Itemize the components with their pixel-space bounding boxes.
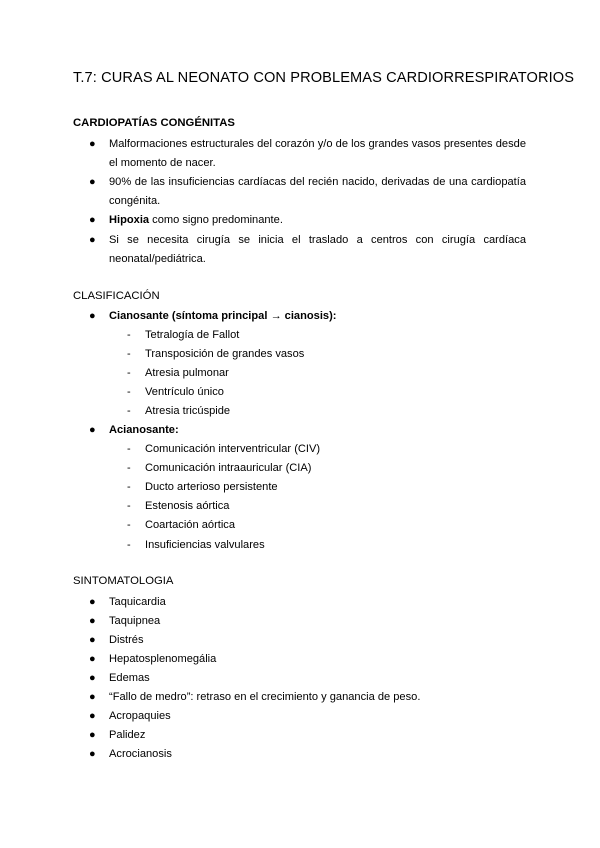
dash-icon: - (127, 348, 131, 360)
bullet-icon: ● (89, 214, 96, 226)
bullet-icon: ● (89, 310, 96, 322)
text-line: el momento de nacer. (109, 157, 216, 169)
acianosante-label: Acianosante: (109, 424, 179, 436)
list-item: “Fallo de medro”: retraso en el crecimiento y ganancia de peso. (109, 691, 421, 703)
dash-icon: - (127, 443, 131, 455)
list-item: Ventrículo único (145, 386, 224, 398)
section-heading-clasificacion: CLASIFICACIÓN (73, 290, 160, 302)
text-line: neonatal/pediátrica. (109, 253, 206, 265)
list-item: Hepatosplenomegália (109, 653, 217, 665)
dash-icon: - (127, 329, 131, 341)
list-item: Distrés (109, 634, 144, 646)
item-text: como signo predominante. (149, 214, 283, 226)
dash-icon: - (127, 462, 131, 474)
list-item: Taquipnea (109, 615, 161, 627)
list-item: Comunicación intraauricular (CIA) (145, 462, 312, 474)
list-item: Coartación aórtica (145, 519, 236, 531)
dash-icon: - (127, 500, 131, 512)
list-item: Acropaquies (109, 710, 171, 722)
list-item: Ducto arterioso persistente (145, 481, 278, 493)
dash-icon: - (127, 405, 131, 417)
text-line: 90% de las insuficiencias cardíacas del recién nacido, derivadas de una cardiopatía (109, 176, 526, 188)
bold-term: Hipoxia (109, 214, 150, 226)
bullet-icon: ● (89, 729, 96, 741)
bullet-icon: ● (89, 424, 96, 436)
dash-icon: - (127, 519, 131, 531)
bullet-icon: ● (89, 672, 96, 684)
bullet-icon: ● (89, 748, 96, 760)
list-item: Atresia tricúspide (145, 405, 231, 417)
list-item: Insuficiencias valvulares (145, 539, 265, 551)
list-item: Atresia pulmonar (145, 367, 229, 379)
bullet-icon: ● (89, 596, 96, 608)
page-title: T.7: CURAS AL NEONATO CON PROBLEMAS CARDIORRESPIRATORIOS (73, 70, 575, 86)
bullet-icon: ● (89, 615, 96, 627)
dash-icon: - (127, 386, 131, 398)
text-line: Malformaciones estructurales del corazón y/o de los grandes vasos presentes desde (109, 138, 526, 150)
list-item: Transposición de grandes vasos (145, 348, 305, 360)
list-item: Tetralogía de Fallot (145, 329, 240, 341)
list-item: Edemas (109, 672, 150, 684)
list-item (109, 213, 283, 227)
text-line: congénita. (109, 195, 161, 207)
bullet-icon: ● (89, 634, 96, 646)
list-item: Acrocianosis (109, 748, 172, 760)
dash-icon: - (127, 367, 131, 379)
section-heading-sintomatologia: SINTOMATOLOGIA (73, 575, 174, 587)
dash-icon: - (127, 539, 131, 551)
list-item: Palidez (109, 729, 146, 741)
dash-icon: - (127, 481, 131, 493)
bullet-icon: ● (89, 710, 96, 722)
list-item: Taquicardia (109, 596, 166, 608)
bullet-icon: ● (89, 653, 96, 665)
section-heading-cardiopatias: CARDIOPATÍAS CONGÉNITAS (73, 117, 235, 129)
cianosante-label: Cianosante (síntoma principal → cianosis): (109, 310, 337, 322)
list-item: Comunicación interventricular (CIV) (145, 443, 321, 455)
bullet-icon: ● (89, 138, 96, 150)
bullet-icon: ● (89, 234, 96, 246)
bullet-icon: ● (89, 176, 96, 188)
list-item: Estenosis aórtica (145, 500, 230, 512)
text-line: Si se necesita cirugía se inicia el traslado a centros con cirugía cardíaca (109, 234, 526, 246)
bullet-icon: ● (89, 691, 96, 703)
